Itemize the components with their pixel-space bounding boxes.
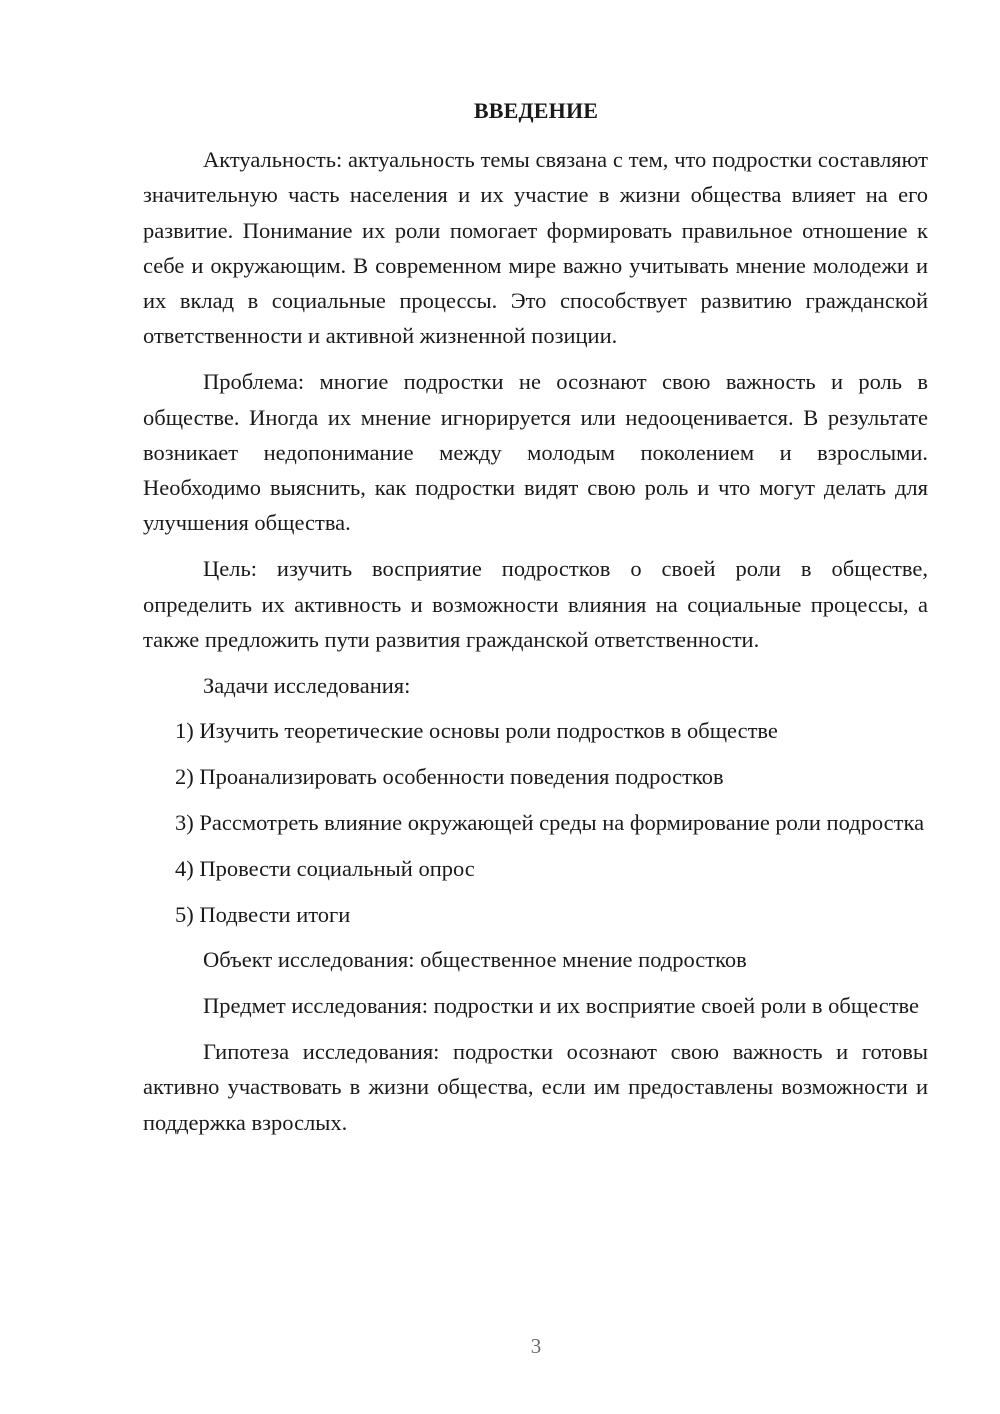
paragraph-problem: Проблема: многие подростки не осознают свою важность и роль в обществе. Иногда их мнение игнорируется или недооценивается. В результате возникает недопонимание между молодым поколением и взрослыми. Необходимо выяснить, как подростки видят свою роль и что могут делать для улучшения общества. [143, 369, 928, 536]
paragraph-object: Объект исследования: общественное мнение подростков [203, 947, 747, 973]
task-item-4: 4) Провести социальный опрос [175, 855, 475, 881]
paragraph-hypothesis: Гипотеза исследования: подростки осознают свою важность и готовы активно участвовать в жизни общества, если им предоставлены возможности и поддержка взрослых. [143, 1039, 928, 1135]
task-item-3: 3) Рассмотреть влияние окружающей среды на формирование роли подростка [175, 810, 925, 836]
document-body [143, 142, 928, 1140]
task-item-5: 5) Подвести итоги [175, 901, 351, 927]
task-item-1: 1) Изучить теоретические основы роли подростков в обществе [175, 718, 778, 744]
paragraph-goal: Цель: изучить восприятие подростков о своей роли в обществе, определить их активность и возможности влияния на социальные процессы, а также предложить пути развития гражданской ответственности. [143, 556, 928, 652]
page-number: 3 [530, 1334, 542, 1358]
paragraph-subject: Предмет исследования: подростки и их восприятие своей роли в обществе [203, 993, 920, 1019]
paragraph-tasks-heading: Задачи исследования: [203, 672, 411, 698]
section-title: ВВЕДЕНИЕ [473, 98, 599, 123]
paragraph-relevance: Актуальность: актуальность темы связана с тем, что подростки составляют значительную часть населения и их участие в жизни общества влияет на его развитие. Понимание их роли помогает формировать правильное отношение к себе и окружающим. В современном мире важно учитывать мнение молодежи и их вклад в социальные процессы. Это способствует развитию гражданской ответственности и активной жизненной позиции. [143, 147, 928, 349]
task-item-2: 2) Проанализировать особенности поведения подростков [175, 764, 724, 790]
